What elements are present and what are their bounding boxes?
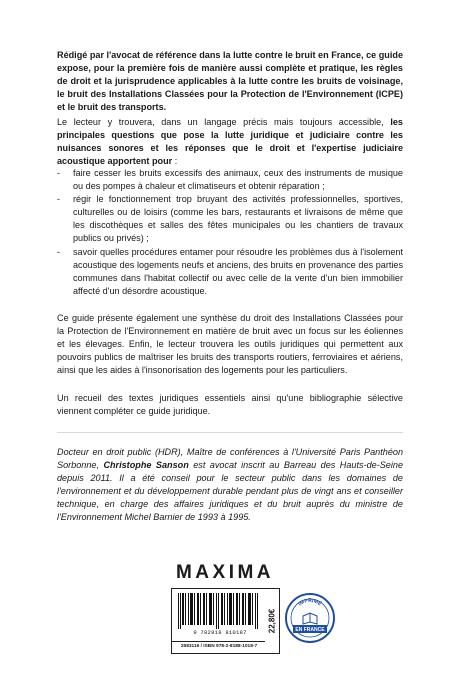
- isbn-line: 2583116 / ISBN 978-2-8188-1018-7: [172, 641, 266, 649]
- dash-bullet: -: [57, 246, 61, 257]
- lead-text: Le lecteur y trouvera, dans un langage précis mais toujours accessible,: [57, 117, 391, 127]
- list-item: [57, 246, 403, 298]
- lead-highlight: les principales questions que pose la lutte juridique et judiciaire contre les nuisances sonores et les réponses que le droit et l'expertise judiciaire acoustique apportent pour: [57, 117, 403, 167]
- bio-text: est avocat inscrit au Barreau des Hauts-de-Seine depuis 2011. Il a été conseil pour le secteur public dans les domaines de l'environnement et du développement durable pendant plus de vingt ans et conseiller technique, en charge des affaires juridiques et du bruit auprès du ministre de l'Environnement Michel Barnier de 1993 à 1995.: [57, 460, 403, 523]
- intro-paragraph: Rédigé par l'avocat de référence dans la lutte contre le bruit en France, ce guide expose, pour la première fois de manière aussi complète et pratique, les règles de droit et la jurisprudence applicables à la lutte contre les bruits de voisinage, le bruit des Installations Classées pour la Protection de l'Environnement (ICPE) et le bruit des transports.: [57, 50, 403, 113]
- list-item-text: savoir quelles procédures entamer pour résoudre les problèmes dus à l'isolement acoustique des logements neufs et anciens, des bruits en provenance des parties communes dans l'habitat collectif ou avec celle de la vente d'un bien immobilier affecté d'un désordre acoustique.: [73, 246, 403, 296]
- list-item: [57, 193, 403, 245]
- dash-bullet: -: [57, 194, 61, 205]
- barcode-bars: [178, 593, 260, 629]
- appendix-paragraph: Un recueil des textes juridiques essentiels ainsi qu'une bibliographie sélective viennent compléter ce guide juridique.: [57, 393, 403, 417]
- lead-colon: :: [172, 156, 178, 167]
- price-box: [265, 588, 280, 654]
- barcode: [171, 588, 267, 654]
- barcode-digits: 9 782818 810187: [193, 629, 247, 636]
- synthesis-paragraph: Ce guide présente également une synthèse du droit des Installations Classées pour la Protection de l'Environnement en matière de bruit avec un focus sur les éoliennes et les élevages. Enfin, le lecteur trouvera les outils juridiques qui permettent aux pouvoirs publics de maîtriser les bruits des transports routiers, ferroviaires et aériens, ainsi que les aides à l'insonorisation des logements pour les particuliers.: [57, 313, 403, 376]
- lead-paragraph: [57, 116, 403, 168]
- author-name: Christophe Sanson: [103, 460, 189, 471]
- list-item-text: régir le fonctionnement trop bruyant des activités professionnelles, sportives, culturelles ou de loisirs (comme les bars, restaurants et livraisons de même que les discothèques et salles des fêtes municipales ou les chantiers de travaux publics ou privés) ;: [73, 194, 403, 244]
- list-item-text: faire cesser les bruits excessifs des animaux, ceux des instruments de musique ou des pompes à chaleur et climatiseurs et obtenir réparation ;: [73, 168, 403, 192]
- seal-top-text: IMPRIMÉ: [297, 598, 323, 608]
- dash-bullet: -: [57, 168, 61, 178]
- bio-text: Docteur en droit public (HDR), Maître de conférences à l'Université Paris Panthéon Sorbonne,: [57, 447, 403, 471]
- seal-bottom-text: EN FRANCE: [295, 627, 325, 634]
- author-bio: [57, 446, 403, 525]
- price-label: 22,80€: [267, 608, 277, 634]
- list-item: [57, 167, 403, 193]
- divider: [57, 432, 403, 433]
- publisher-logo: MAXIMA: [175, 562, 275, 583]
- imprime-en-france-seal: [284, 592, 336, 644]
- topics-list: [57, 167, 403, 298]
